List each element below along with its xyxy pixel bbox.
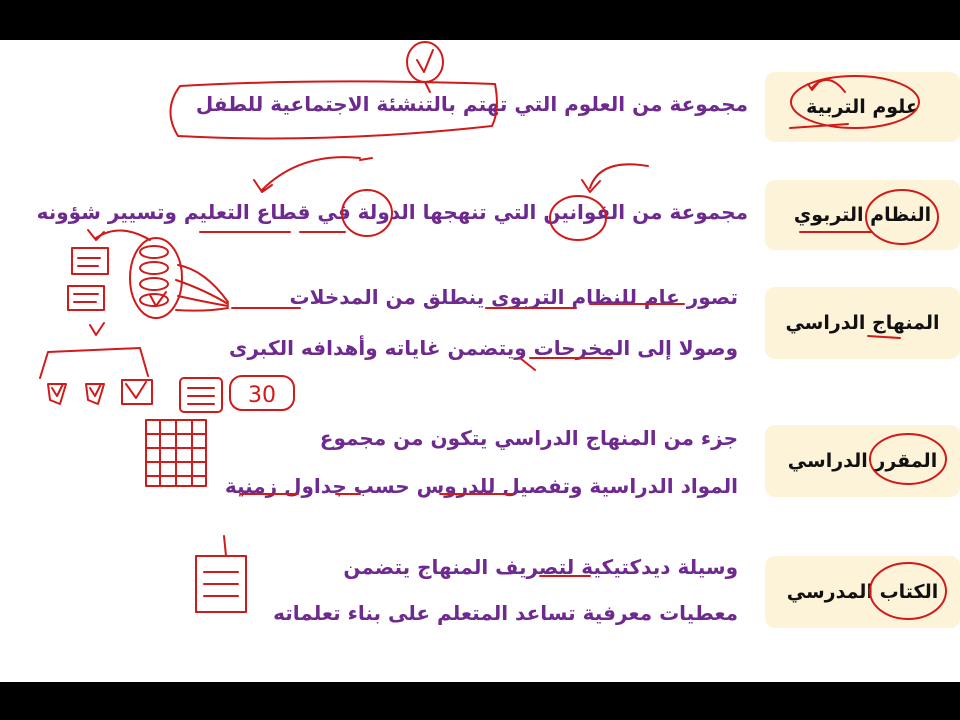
definition-line: معطيات معرفية تساعد المتعلم على بناء تعلماته bbox=[273, 601, 738, 625]
term-label: الكتاب المدرسي bbox=[786, 581, 939, 603]
document-icon bbox=[68, 286, 104, 310]
document-icon bbox=[180, 378, 222, 412]
term-box-educational-sciences bbox=[765, 72, 960, 142]
definition-curriculum-line-1 bbox=[290, 285, 738, 309]
definition-curriculum-line-2 bbox=[229, 336, 738, 360]
definition-textbook-line-1 bbox=[343, 555, 738, 579]
checkmark-circle-icon bbox=[407, 42, 443, 82]
checkmark-icon bbox=[417, 50, 433, 72]
definition-line: مجموعة من القوانين التي تنهجها الدولة في قطاع التعليم وتسيير شؤونه bbox=[36, 200, 748, 224]
definition-syllabus-line-2 bbox=[225, 474, 738, 498]
hours-note: 30 bbox=[248, 383, 276, 408]
definition-line: تصور عام للنظام التربوي ينطلق من المدخلات bbox=[289, 285, 738, 309]
shield-icon bbox=[48, 384, 66, 404]
definition-line: مجموعة من العلوم التي تهتم بالتنشئة الاجتماعية للطفل bbox=[195, 92, 748, 116]
definition-syllabus-line-1 bbox=[320, 426, 738, 450]
term-label: علوم التربية bbox=[806, 96, 919, 118]
book-icon bbox=[196, 556, 246, 612]
definition-line: وسيلة ديدكتيكية لتصريف المنهاج يتضمن bbox=[343, 555, 738, 579]
term-box-curriculum bbox=[765, 287, 960, 359]
definition-line: وصولا إلى المخرجات ويتضمن غاياته وأهدافه الكبرى bbox=[229, 336, 738, 360]
term-box-syllabus bbox=[765, 425, 960, 497]
definition-line: جزء من المنهاج الدراسي يتكون من مجموع bbox=[319, 426, 738, 450]
folder-stack-icon bbox=[130, 238, 182, 318]
term-label: النظام التربوي bbox=[793, 204, 932, 226]
term-box-textbook bbox=[765, 556, 960, 628]
definition-textbook-line-2 bbox=[273, 601, 738, 625]
term-label: المقرر الدراسي bbox=[787, 450, 938, 472]
term-label: المنهاج الدراسي bbox=[785, 312, 940, 334]
definition-educational-sciences bbox=[196, 92, 748, 116]
term-box-educational-system bbox=[765, 180, 960, 250]
definition-line: المواد الدراسية وتفصيل للدروس حسب جداول زمنية bbox=[224, 474, 738, 498]
shield-icon bbox=[86, 384, 104, 404]
table-icon bbox=[146, 420, 206, 486]
definition-educational-system bbox=[37, 200, 748, 224]
box-outline bbox=[230, 376, 294, 410]
slide bbox=[0, 40, 960, 682]
checkbox-icon bbox=[122, 380, 152, 404]
document-icon bbox=[72, 248, 108, 274]
